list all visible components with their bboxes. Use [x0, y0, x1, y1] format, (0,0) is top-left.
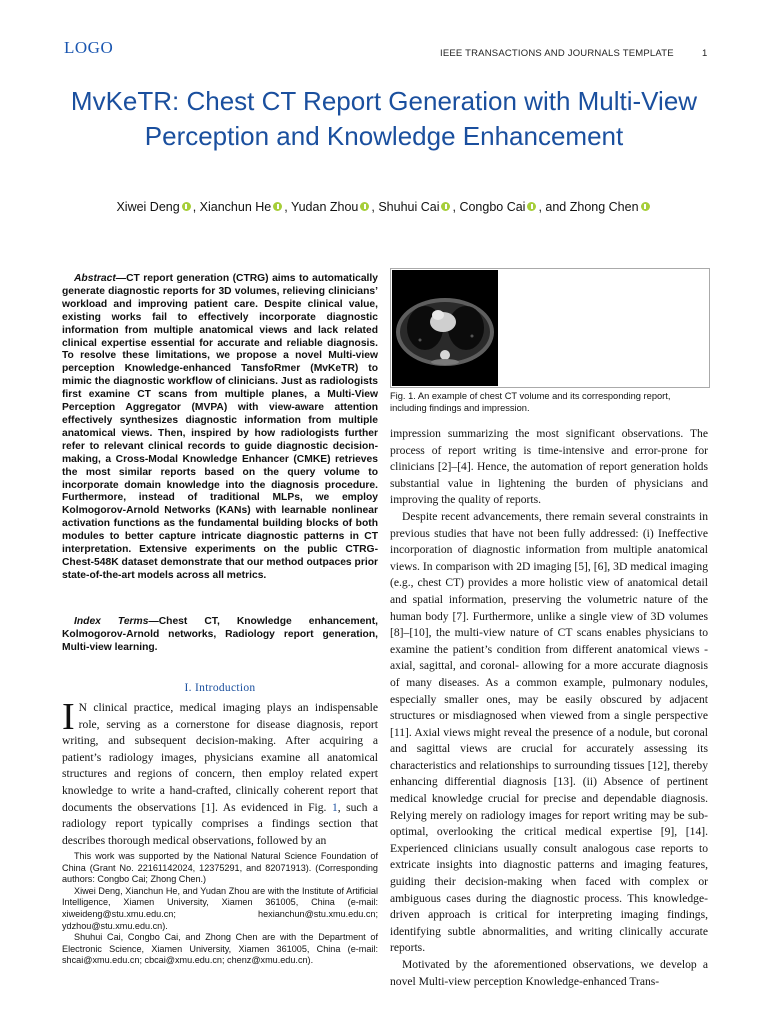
footnote-funding: This work was supported by the National Natural Science Foundation of China (Grant No. 22161142024, 12375291, and 82071913). (Corresponding authors: Congbo Cai; Zhong Chen.) [62, 851, 378, 885]
section-heading-introduction: I. Introduction [184, 682, 256, 694]
footnote [62, 851, 378, 967]
orcid-icon[interactable] [182, 202, 191, 211]
index-terms-label: Index Terms [74, 616, 149, 627]
introduction-paragraph: N clinical practice, medical imaging plays an indispensable role, serving as a cornerstone for disease diagnosis, report writing, and subsequent decision-making. After acquiring a patient’s radiology images, physicians examine all anatomical structures and regions of concern, then employ related expert knowledge to write a hand-crafted, clinically coherent report that documents the observations [1]. As evidenced in Fig. [62, 701, 378, 814]
running-header: IEEE TRANSACTIONS AND JOURNALS TEMPLATE [440, 48, 674, 59]
abstract-text: CT report generation (CTRG) aims to automatically generate diagnostic reports for 3D volumes, relieving clinicians’ workload and improving patient care. Despite clinical value, existing works fail to effectively incorporate diagnostic information from multiple anatomical views and lack related clinical expertise essential for accurate and reliable diagnosis. To resolve these limitations, we propose a novel Multi-view perception Knowledge-enhanced TansfoRmer (MvKeTR) to mimic the diagnostic workflow of clinicians. Just as radiologists first examine CT scans from multiple planes, a Multi-View Perception Aggregator (MVPA) with view-aware attention effectively synthesizes diagnostic information from multiple anatomical views. Then, inspired by how radiologists further refer to relevant clinical records to guide diagnostic decision-making, a Cross-Modal Knowledge Enhancer (CMKE) retrieves the most similar reports based on the query volume to incorporate domain knowledge into the diagnosis procedure. Furthermore, instead of traditional MLPs, we employ Kolmogorov-Arnold Networks (KANs) with learnable nonlinear activation functions as the fundamental building blocks of both modules to better capture intricate diagnostic patterns in CT interpretation. Extensive experiments on the public CTRG-Chest-548K dataset demonstrate that our method outpaces prior state-of-the-art models across all metrics. [62, 273, 378, 581]
paragraph: Despite recent advancements, there remain several constraints in previous studies that have not been fully addressed: (i) Ineffective incorporation of diagnostic information from multiple anatomical views. In comparison with 2D imaging [5], [6], 3D medical imaging (e.g., chest CT) provides a more holistic view of anatomical detail and spatial information, preserving the volumetric nature of the human body [7]. Furthermore, unlike a single view of 3D volumes [8]–[10], the multi-view nature of CT scans enables physicians to examine the patient’s condition from different anatomical views - axial, sagittal, and coronal- allowing for a more accurate diagnosis of many diseases. As a common example, pulmonary nodules, especially smaller ones, may be easily obscured by adjacent structures or misdiagnosed when viewed from a single perspective [11]. Axial views might reveal the presence of a nodule, but coronal and sagittal views are crucial for accurately assessing its characteristics and relationships to surrounding tissues [12], thereby enhancing differential diagnosis [13]. (ii) Absence of pertinent medical knowledge crucial for precise and dependable diagnosis. Relying merely on radiology images for report writing may be sub-optimal, overlooking the critical medical expertise [9], [14]. Experienced clinicians usually consult analogous case reports to extricate insights into diagnostic patterns and imaging features, guiding their decision-making when faced with complex or ambiguous cases during the diagnostic process. This knowledge-driven approach is critical for interpreting imaging findings, identifying subtle abnormalities, and writing clinically accurate reports. [390, 509, 708, 955]
journal-logo: LOGO [64, 38, 114, 57]
paragraph: Motivated by the aforementioned observations, we develop a novel Multi-view perception Knowledge-enhanced Trans- [390, 958, 708, 988]
author-name: Shuhui Cai [378, 200, 440, 214]
chest-ct-image [392, 270, 498, 386]
author-name: Xiwei Deng [116, 200, 180, 214]
orcid-icon[interactable] [273, 202, 282, 211]
orcid-icon[interactable] [441, 202, 450, 211]
figure-caption: Fig. 1. An example of chest CT volume and its corresponding report, including findings and impression. [390, 391, 671, 413]
index-terms: Index Terms—Chest CT, Knowledge enhancement, Kolmogorov-Arnold networks, Radiology report generation, Multi-view learning. [62, 616, 378, 653]
footnote-affiliation-1: Xiwei Deng, Xianchun He, and Yudan Zhou are with the Institute of Artificial Intelligence, Xiamen University, Xiamen 361005, China (e-mail: xiweideng@stu.xmu.edu.cn; hexianchun@stu.xmu.edu.cn; ydzhou@stu.xmu.edu.cn). [62, 885, 378, 931]
abstract-label: Abstract [74, 273, 116, 284]
figure-reference-link[interactable]: 1 [331, 800, 338, 814]
author-name: Xianchun He [199, 200, 272, 214]
drop-cap: I [62, 696, 75, 738]
author-list: Xiwei Deng , Xianchun He , Yudan Zhou , Shuhui Cai , Congbo Cai , and Zhong Chen [60, 200, 708, 214]
page-number: 1 [702, 48, 708, 59]
orcid-icon[interactable] [641, 202, 650, 211]
orcid-icon[interactable] [360, 202, 369, 211]
introduction-text [62, 696, 379, 849]
introduction-paragraph-cont: , such a radiology report typically comprises a findings section that describes thorough medical observations, followed by an [62, 800, 379, 847]
paper-title: MvKeTR: Chest CT Report Generation with Multi-View Perception and Knowledge Enhancement [70, 86, 698, 151]
author-name: Congbo Cai [459, 200, 526, 214]
ct-scan-graphic [392, 270, 498, 386]
right-column-text [390, 426, 708, 990]
author-name: and Zhong Chen [545, 200, 639, 214]
orcid-icon[interactable] [527, 202, 536, 211]
footnote-affiliation-2: Shuhui Cai, Congbo Cai, and Zhong Chen are with the Department of Electronic Science, Xiamen University, Xiamen 361005, China (e-mail: shcai@xmu.edu.cn; cbcai@xmu.edu.cn; chenz@xmu.edu.cn). [62, 932, 378, 966]
index-terms-text: Chest CT, Knowledge enhancement, Kolmogorov-Arnold networks, Radiology report generation, Multi-view learning. [62, 616, 378, 653]
figure-1 [390, 268, 710, 388]
abstract: Abstract—CT report generation (CTRG) aims to automatically generate diagnostic reports for 3D volumes, relieving clinicians’ workload and improving patient care. Despite clinical value, existing works fail to effectively incorporate diagnostic information from multiple anatomical views and lack related clinical expertise essential for accurate and reliable diagnosis. To resolve these limitations, we propose a novel Multi-view perception Knowledge-enhanced TansfoRmer (MvKeTR) to mimic the diagnostic workflow of clinicians. Just as radiologists first examine CT scans from multiple planes, a Multi-View Perception Aggregator (MVPA) with view-aware attention effectively synthesizes diagnostic information from multiple anatomical views. Then, inspired by how radiologists further refer to relevant clinical records to guide diagnostic decision-making, a Cross-Modal Knowledge Enhancer (CMKE) retrieves the most similar reports based on the query volume to incorporate domain knowledge into the diagnosis procedure. Furthermore, instead of traditional MLPs, we employ Kolmogorov-Arnold Networks (KANs) with learnable nonlinear activation functions as the fundamental building blocks of both modules to better capture intricate diagnostic patterns in CT interpretation. Extensive experiments on the public CTRG-Chest-548K dataset demonstrate that our method outpaces prior state-of-the-art models across all metrics. [62, 273, 378, 581]
paragraph: impression summarizing the most significant observations. The process of report writing is time-intensive and error-prone for clinicians [2]–[4]. Hence, the automation of report generation holds substantial value in lightening the burden of physicians and improving the quality of reports. [390, 427, 708, 507]
author-name: Yudan Zhou [290, 200, 359, 214]
